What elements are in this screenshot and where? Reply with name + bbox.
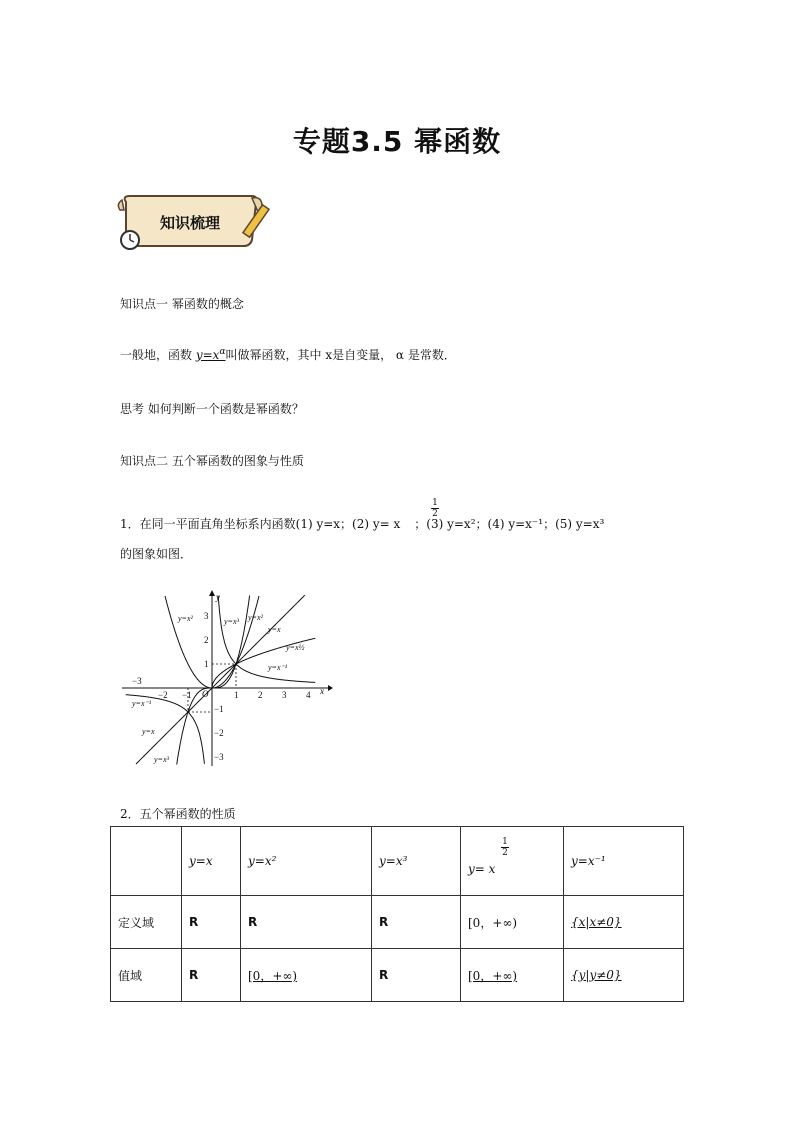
item1-text: 1．在同一平面直角坐标系内函数(1) y=x；(2) y= x bbox=[120, 517, 401, 531]
kp2-heading: 知识点二 五个幂函数的图象与性质 bbox=[120, 454, 304, 468]
knowledge-banner bbox=[112, 188, 282, 258]
definition-before: 一般地，函数 bbox=[120, 348, 196, 362]
header-cell: y=x³ bbox=[372, 827, 461, 896]
table-cell: R bbox=[372, 949, 461, 1002]
y-axis-arrow bbox=[209, 590, 215, 596]
tick-x-1: 1 bbox=[234, 690, 239, 700]
header-cell-empty bbox=[111, 827, 182, 896]
label-x2-left: y=x² bbox=[178, 614, 193, 623]
page-title: 专题3.5 幂函数 bbox=[292, 125, 502, 158]
definition-after: 叫做幂函数，其中 x是自变量， α 是常数． bbox=[225, 348, 456, 362]
definition-formula bbox=[196, 348, 226, 362]
definition-line bbox=[120, 346, 456, 363]
item1-rest: ；(3) y=x²；(4) y=x⁻¹；(5) y=x³ bbox=[414, 517, 605, 531]
half-num: 1 bbox=[432, 498, 438, 508]
formula-base: y=x bbox=[195, 348, 220, 362]
label-inv-left: y=x⁻¹ bbox=[132, 699, 152, 708]
table-cell: R bbox=[372, 896, 461, 949]
tick-x-4: 4 bbox=[306, 690, 311, 700]
header-cell: y=x⁻¹ bbox=[564, 827, 684, 896]
table-cell: {y|y≠0} bbox=[564, 949, 684, 1002]
item1-line1 bbox=[120, 515, 604, 532]
table-row bbox=[111, 949, 684, 1002]
tick-y-1: 1 bbox=[204, 659, 209, 669]
formula-exponent: α bbox=[219, 347, 226, 357]
label-sqrt: y=x½ bbox=[286, 643, 305, 652]
label-x-neg: y=x bbox=[142, 727, 155, 736]
power-function-graph bbox=[118, 588, 333, 768]
kp1-heading: 知识点一 幂函数的概念 bbox=[120, 297, 244, 311]
exp-num: 1 bbox=[502, 837, 508, 847]
header-sqrt-base: y= x bbox=[468, 862, 496, 876]
label-x3-top: y=x³ bbox=[224, 617, 239, 626]
tick-x-2: 2 bbox=[258, 690, 263, 700]
item1-line2: 的图象如图． bbox=[120, 547, 193, 561]
exp-den: 2 bbox=[502, 848, 508, 858]
tick-y-neg1: −1 bbox=[214, 704, 224, 714]
table-cell: R bbox=[182, 896, 241, 949]
table-cell: R bbox=[241, 896, 372, 949]
row-label: 定义域 bbox=[111, 896, 182, 949]
y-axis-label: y bbox=[216, 592, 220, 602]
label-inv-right: y=x⁻¹ bbox=[268, 663, 288, 672]
half-den: 2 bbox=[432, 509, 438, 519]
tick-y-neg3: −3 bbox=[214, 752, 224, 762]
tick-x-3: 3 bbox=[282, 690, 287, 700]
label-x: y=x bbox=[268, 625, 281, 634]
think-line: 思考 如何判断一个函数是幂函数？ bbox=[120, 402, 304, 416]
tick-x-neg3: −3 bbox=[132, 676, 142, 686]
x-axis-label: x bbox=[320, 686, 324, 696]
item2-line: 2．五个幂函数的性质 bbox=[120, 807, 236, 821]
table-header-row bbox=[111, 827, 684, 896]
origin-label: O bbox=[202, 689, 209, 699]
tick-x-neg1: −1 bbox=[182, 690, 192, 700]
table-cell: R bbox=[182, 949, 241, 1002]
table-cell: [0，+∞) bbox=[461, 949, 564, 1002]
tick-y-3: 3 bbox=[204, 611, 209, 621]
label-x2-right: y=x² bbox=[248, 613, 263, 622]
row-label: 值域 bbox=[111, 949, 182, 1002]
tick-x-neg2: −2 bbox=[158, 690, 168, 700]
tick-y-2: 2 bbox=[204, 635, 209, 645]
x-axis-arrow bbox=[328, 685, 333, 691]
tick-y-neg2: −2 bbox=[214, 728, 224, 738]
table-cell: [0，+∞) bbox=[461, 896, 564, 949]
table-cell: [0，+∞) bbox=[241, 949, 372, 1002]
header-cell: y=x² bbox=[241, 827, 372, 896]
table-row bbox=[111, 896, 684, 949]
header-cell: y=x bbox=[182, 827, 241, 896]
header-sqrt-exponent bbox=[501, 837, 509, 858]
header-cell-sqrt bbox=[461, 827, 564, 896]
banner-label: 知识梳理 bbox=[160, 214, 221, 232]
table-cell: {x|x≠0} bbox=[564, 896, 684, 949]
label-x3-bottom: y=x³ bbox=[154, 755, 169, 764]
properties-table bbox=[110, 826, 684, 1002]
